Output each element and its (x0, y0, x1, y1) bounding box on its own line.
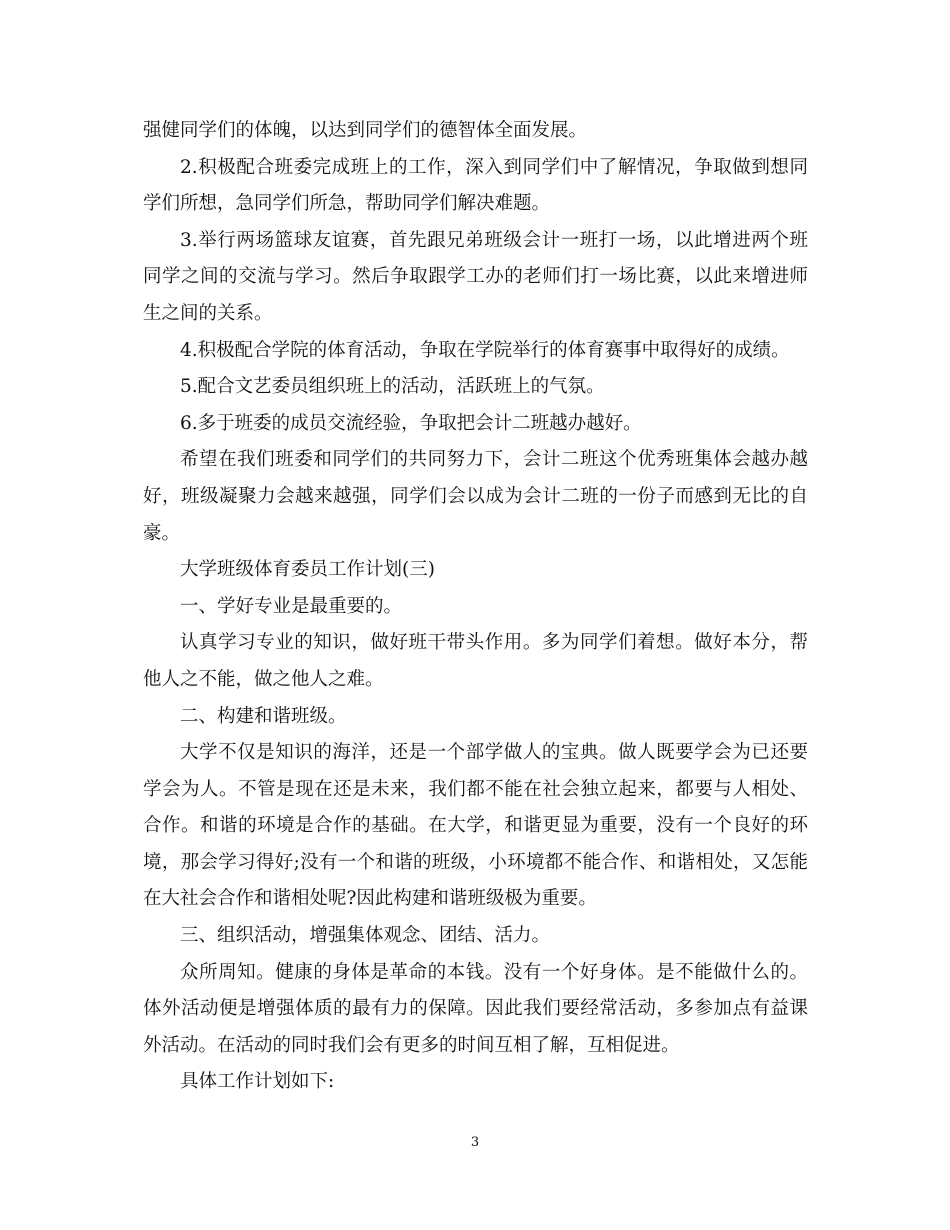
body-paragraph: 认真学习专业的知识，做好班干带头作用。多为同学们着想。做好本分，帮他人之不能，做之他人之难。 (143, 632, 808, 690)
section-title: 大学班级体育委员工作计划(三) (180, 559, 435, 581)
list-item-3: 3.举行两场篮球友谊赛，首先跟兄弟班级会计一班打一场，以此增进两个班同学之间的交流与学习。然后争取跟学工办的老师们打一场比赛，以此来增进师生之间的关系。 (143, 229, 808, 324)
page-number: 3 (470, 1135, 480, 1150)
page-body (143, 113, 808, 1101)
body-paragraph: 大学不仅是知识的海洋，还是一个部学做人的宝典。做人既要学会为已还要学会为人。不管是现在还是未来，我们都不能在社会独立起来，都要与人相处、合作。和谐的环境是合作的基础。在大学，和谐更显为重要，没有一个良好的环境，那会学习得好;没有一个和谐的班级，小环境都不能合作、和谐相处，又怎能在大社会合作和谐相处呢?因此构建和谐班级极为重要。 (143, 742, 808, 910)
body-paragraph: 众所周知。健康的身体是革命的本钱。没有一个好身体。是不能做什么的。体外活动便是增强体质的最有力的保障。因此我们要经常活动，多参加点有益课外活动。在活动的同时我们会有更多的时间互相了解，互相促进。 (143, 961, 808, 1056)
heading-two: 二、构建和谐班级。 (180, 705, 347, 727)
plan-intro: 具体工作计划如下: (180, 1071, 335, 1093)
paragraph-continuation: 强健同学们的体魄，以达到同学们的德智体全面发展。 (143, 120, 588, 141)
closing-paragraph: 希望在我们班委和同学们的共同努力下，会计二班这个优秀班集体会越办越好，班级凝聚力会越来越强，同学们会以成为会计二班的一份子而感到无比的自豪。 (143, 449, 808, 544)
heading-one: 一、学好专业是最重要的。 (180, 595, 403, 617)
list-item-4: 4.积极配合学院的体育活动，争取在学院举行的体育赛事中取得好的成绩。 (180, 339, 790, 361)
list-item-5: 5.配合文艺委员组织班上的活动，活跃班上的气氛。 (180, 376, 605, 398)
list-item-2: 2.积极配合班委完成班上的工作，深入到同学们中了解情况，争取做到想同学们所想，急同学们所急，帮助同学们解决难题。 (143, 156, 808, 215)
list-item-6: 6.多于班委的成员交流经验，争取把会计二班越办越好。 (180, 412, 642, 434)
heading-three: 三、组织活动，增强集体观念、团结、活力。 (180, 925, 551, 947)
